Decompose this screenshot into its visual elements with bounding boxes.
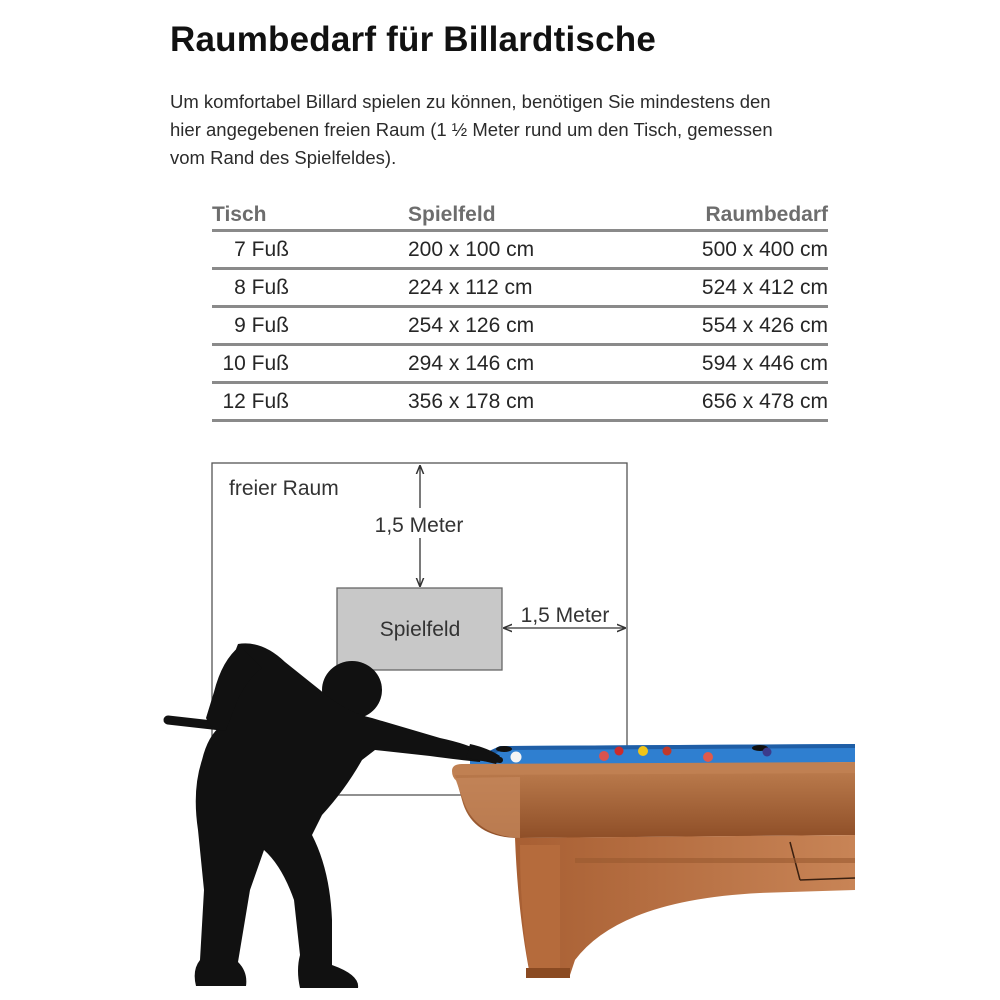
header-table-size: Tisch [212,195,408,231]
cell-table-size: 10 Fuß [212,345,408,383]
intro-line: hier angegebenen freien Raum (1 ½ Meter rund um den Tisch, gemessen [170,119,773,140]
billiard-table-image [452,744,855,978]
cell-playing-field: 200 x 100 cm [408,231,618,269]
cell-playing-field: 356 x 178 cm [408,383,618,421]
cell-playing-field: 254 x 126 cm [408,307,618,345]
vertical-distance-label: 1,5 Meter [374,514,464,537]
cell-table-size: 7 Fuß [212,231,408,269]
cell-space-required: 524 x 412 cm [618,269,828,307]
cell-space-required: 594 x 446 cm [618,345,828,383]
cell-table-size: 9 Fuß [212,307,408,345]
player-silhouette [168,643,500,988]
cell-table-size: 8 Fuß [212,269,408,307]
page-title: Raumbedarf für Billardtische [170,20,656,59]
header-playing-field: Spielfeld [408,195,618,231]
intro-line: Um komfortabel Billard spielen zu können, benötigen Sie mindestens den [170,91,771,112]
cell-playing-field: 294 x 146 cm [408,345,618,383]
cell-table-size: 12 Fuß [212,383,408,421]
cell-space-required: 500 x 400 cm [618,231,828,269]
playing-field-label: Spielfeld [379,618,461,641]
cell-space-required: 656 x 478 cm [618,383,828,421]
free-space-label: freier Raum [229,477,339,500]
intro-line: vom Rand des Spielfeldes). [170,147,397,168]
horizontal-distance-label: 1,5 Meter [520,604,610,627]
header-space-required: Raumbedarf [618,195,828,231]
cell-space-required: 554 x 426 cm [618,307,828,345]
cell-playing-field: 224 x 112 cm [408,269,618,307]
